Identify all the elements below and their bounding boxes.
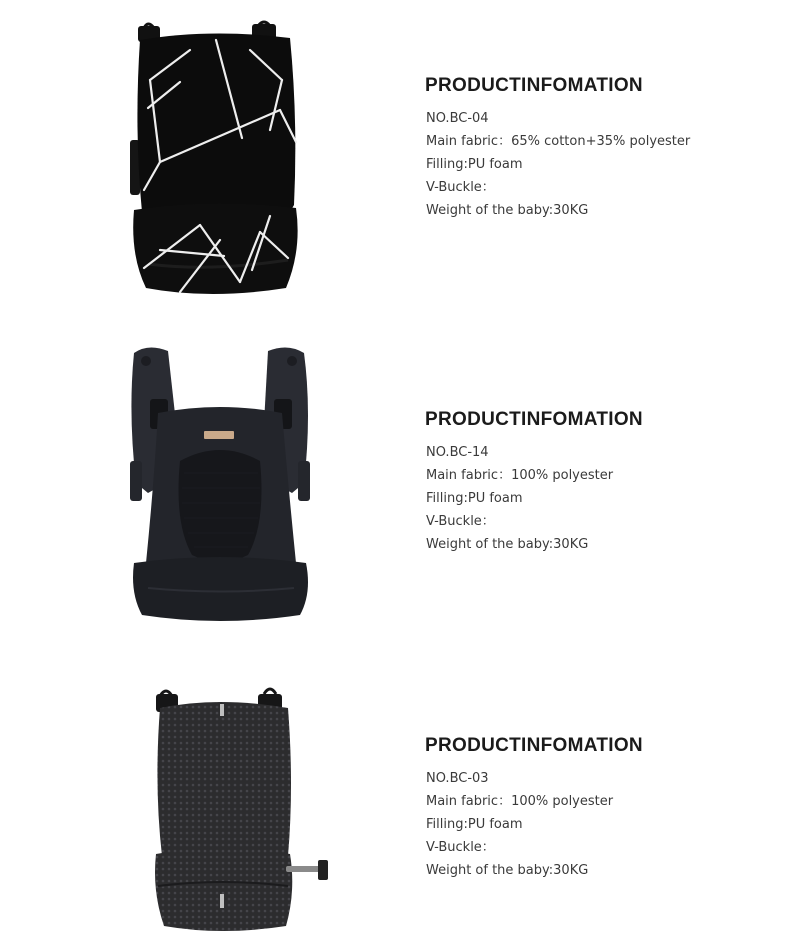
product-info-title: PRODUCTINFOMATION — [425, 409, 643, 430]
product-filling: Filling:PU foam — [426, 157, 523, 172]
product-main-fabric: Main fabric：100% polyester — [426, 794, 614, 809]
product-baby-weight: Weight of the baby:30KG — [426, 537, 589, 552]
product-filling: Filling:PU foam — [426, 817, 523, 832]
product-info-bc-14 — [425, 409, 643, 556]
product-info-title: PRODUCTINFOMATION — [425, 75, 643, 96]
product-info-title: PRODUCTINFOMATION — [425, 735, 643, 756]
product-baby-weight: Weight of the baby:30KG — [426, 863, 589, 878]
grey-textured-mesh-carrier-image — [148, 686, 338, 936]
product-model: NO.BC-14 — [426, 445, 489, 460]
product-model: NO.BC-04 — [426, 111, 489, 126]
product-filling: Filling:PU foam — [426, 491, 523, 506]
product-main-fabric: Main fabric：65% cotton+35% polyester — [426, 134, 691, 149]
product-info-bc-03 — [425, 735, 643, 882]
product-baby-weight: Weight of the baby:30KG — [426, 203, 589, 218]
product-main-fabric: Main fabric：100% polyester — [426, 468, 614, 483]
black-carrier-with-white-lines-image — [120, 20, 305, 305]
product-buckle: V-Buckle： — [426, 180, 495, 195]
product-model: NO.BC-03 — [426, 771, 489, 786]
product-buckle: V-Buckle： — [426, 840, 495, 855]
product-info-bc-04 — [425, 75, 690, 222]
product-buckle: V-Buckle： — [426, 514, 495, 529]
dark-navy-mesh-carrier-with-straps-image — [128, 343, 313, 628]
